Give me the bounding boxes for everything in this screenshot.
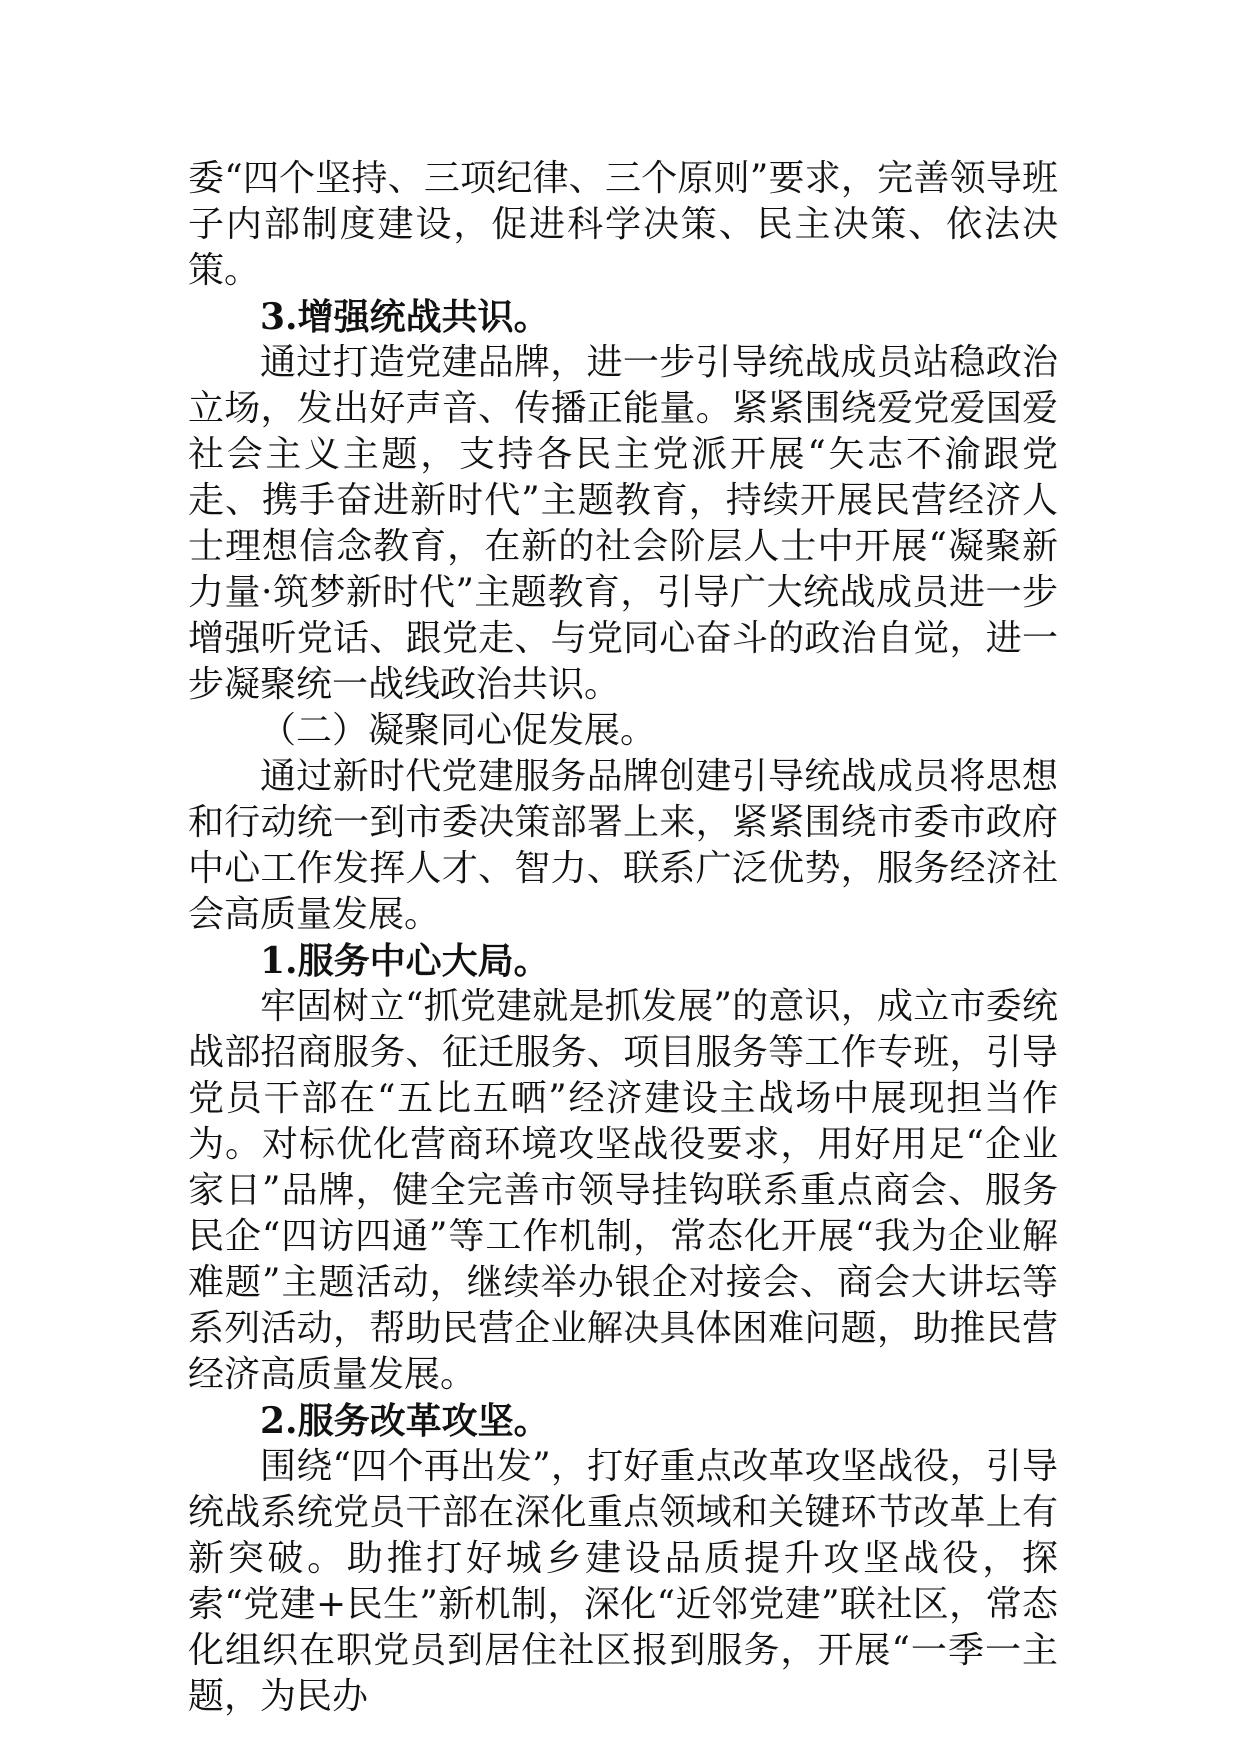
heading-strengthen-consensus: 3.增强统战共识。	[260, 296, 550, 338]
document-page	[188, 156, 1058, 1720]
paragraph-consensus-body: 通过打造党建品牌，进一步引导统战成员站稳政治立场，发出好声音、传播正能量。紧紧围绕爱党爱国爱社会主义主题，支持各民主党派开展“矢志不渝跟党走、携手奋进新时代”主题教育，持续开展民营经济人士理想信念教育，在新的社会阶层人士中开展“凝聚新力量·筑梦新时代”主题教育，引导广大统战成员进一步增强听党话、跟党走、与党同心奋斗的政治自觉，进一步凝聚统一战线政治共识。	[188, 342, 1058, 705]
paragraph-serve-center-body: 牢固树立“抓党建就是抓发展”的意识，成立市委统战部招商服务、征迁服务、项目服务等工作专班，引导党员干部在“五比五晒”经济建设主战场中展现担当作为。对标优化营商环境攻坚战役要求，用好用足“企业家日”品牌，健全完善市领导挂钩联系重点商会、服务民企“四访四通”等工作机制，常态化开展“我为企业解难题”主题活动，继续举办银企对接会、商会大讲坛等系列活动，帮助民营企业解决具体困难问题，助推民营经济高质量发展。	[188, 986, 1058, 1395]
paragraph-serve-reform-body: 围绕“四个再出发”，打好重点改革攻坚战役，引导统战系统党员干部在深化重点领域和关键环节改革上有新突破。助推打好城乡建设品质提升攻坚战役，探索“党建+民生”新机制，深化“近邻党建”联社区，常态化组织在职党员到居住社区报到服务，开展“一季一主题，为民办	[188, 1446, 1058, 1717]
section-heading-unite: （二）凝聚同心促发展。	[260, 710, 657, 751]
paragraph-unite-body: 通过新时代党建服务品牌创建引导统战成员将思想和行动统一到市委决策部署上来，紧紧围绕市委市政府中心工作发挥人才、智力、联系广泛优势，服务经济社会高质量发展。	[188, 756, 1058, 935]
heading-serve-center: 1.服务中心大局。	[260, 940, 550, 982]
heading-serve-reform: 2.服务改革攻坚。	[260, 1400, 550, 1442]
paragraph-continuation: 委“四个坚持、三项纪律、三个原则”要求，完善领导班子内部制度建设，促进科学决策、民主决策、依法决策。	[188, 158, 1058, 291]
